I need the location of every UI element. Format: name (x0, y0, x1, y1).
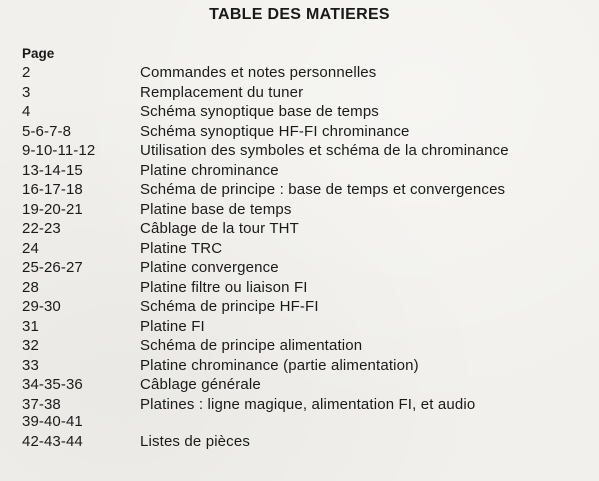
toc-page-number: 13-14-15 (22, 161, 83, 179)
toc-page-number: 19-20-21 (22, 200, 83, 218)
toc-entry-title: Platine FI (140, 317, 205, 335)
toc-row (22, 180, 592, 200)
toc-entry-title: Platine chrominance (partie alimentation) (140, 356, 419, 374)
toc-entry-title: Utilisation des symboles et schéma de la chrominance (140, 142, 509, 159)
toc-row (22, 102, 592, 122)
toc-row (22, 239, 592, 259)
toc-page-number: 31 (22, 317, 39, 335)
toc-page-number: 34-35-36 (22, 376, 83, 393)
toc-page-number: 3 (22, 83, 31, 101)
table-of-contents (22, 63, 592, 452)
toc-row (22, 336, 592, 356)
toc-page-number: 25-26-27 (22, 259, 83, 276)
toc-entry-title: Platine TRC (140, 239, 223, 257)
toc-row (22, 219, 592, 239)
toc-entry-title: Schéma synoptique HF-FI chrominance (140, 122, 410, 140)
toc-page-number: 24 (22, 239, 39, 257)
toc-page-number: 28 (22, 278, 39, 296)
toc-entry-title: Schéma synoptique base de temps (140, 103, 379, 120)
toc-row (22, 432, 592, 452)
toc-row (22, 258, 592, 278)
toc-entry-title: Schéma de principe : base de temps et convergences (140, 181, 506, 198)
toc-row (22, 317, 592, 337)
page-column-header: Page (22, 46, 55, 61)
toc-row (22, 278, 592, 298)
toc-page-number: 2 (22, 64, 31, 81)
toc-page-number: 9-10-11-12 (22, 142, 96, 159)
toc-row (22, 297, 592, 317)
toc-row (22, 141, 592, 161)
toc-row (22, 375, 592, 395)
toc-entry-title: Platines : ligne magique, alimentation FI, et audio (140, 395, 476, 413)
toc-page-number: 32 (22, 337, 39, 354)
toc-entry-title: Listes de pièces (140, 433, 250, 450)
toc-row (22, 122, 592, 142)
toc-page-number: 16-17-18 (22, 181, 83, 198)
toc-row (22, 395, 592, 415)
toc-page-number: 22-23 (22, 220, 61, 237)
toc-row (22, 63, 592, 83)
toc-row (22, 83, 592, 103)
toc-entry-title: Schéma de principe HF-FI (140, 298, 319, 315)
toc-entry-title: Platine convergence (140, 259, 279, 276)
document-title: TABLE DES MATIERES (209, 6, 390, 23)
toc-row (22, 356, 592, 376)
toc-entry-title: Platine filtre ou liaison FI (140, 278, 308, 296)
toc-row (22, 200, 592, 220)
toc-entry-title: Platine chrominance (140, 161, 279, 179)
toc-entry-title: Câblage de la tour THT (140, 220, 299, 237)
toc-page-number: 33 (22, 356, 39, 374)
toc-entry-title (140, 414, 592, 430)
toc-page-number: 29-30 (22, 298, 61, 315)
toc-entry-title: Commandes et notes personnelles (140, 64, 377, 81)
toc-row (22, 414, 592, 430)
toc-page-number: 4 (22, 103, 31, 120)
toc-page-number: 42-43-44 (22, 433, 83, 450)
toc-row (22, 161, 592, 181)
toc-entry-title: Schéma de principe alimentation (140, 337, 363, 354)
toc-entry-title: Platine base de temps (140, 200, 292, 218)
toc-entry-title: Remplacement du tuner (140, 83, 304, 101)
toc-page-number: 39-40-41 (22, 413, 83, 430)
toc-entry-title: Câblage générale (140, 376, 261, 393)
toc-page-number: 37-38 (22, 395, 61, 413)
toc-page-number: 5-6-7-8 (22, 122, 72, 140)
